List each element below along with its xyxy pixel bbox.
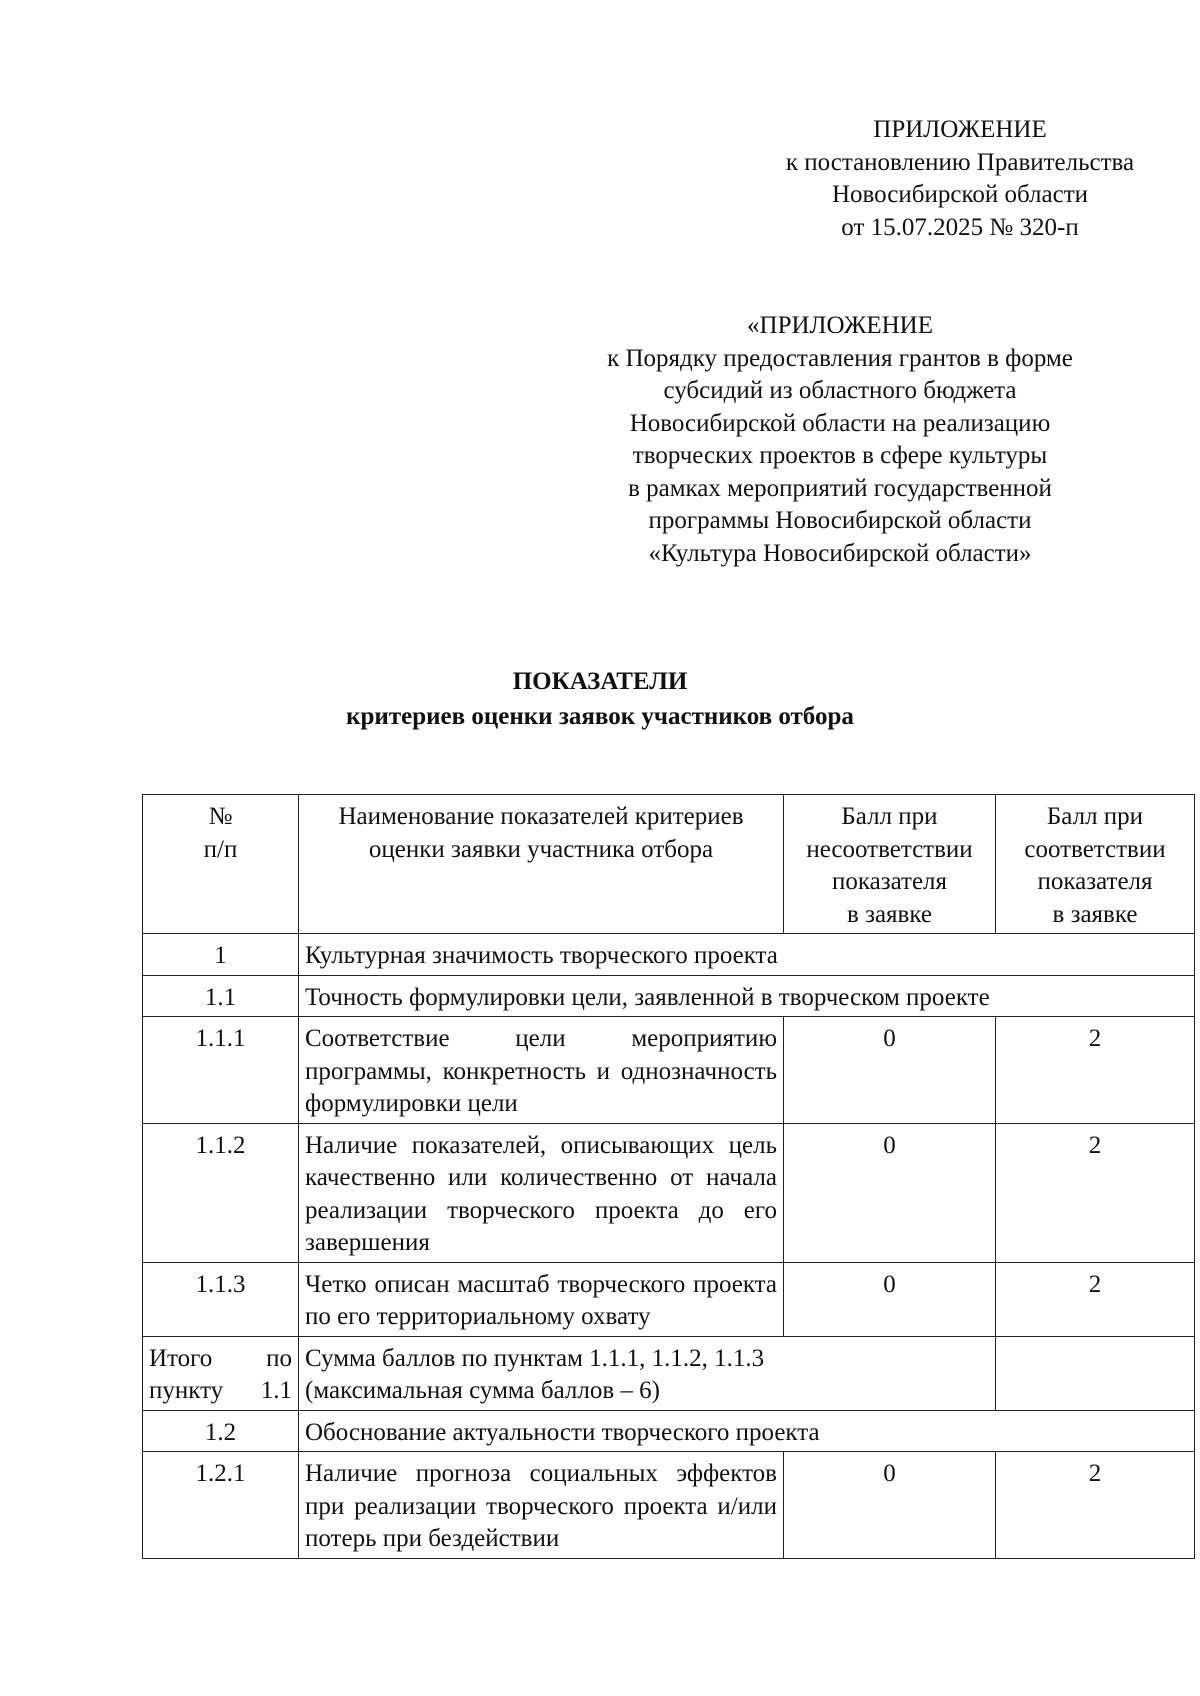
document-subtitle: критериев оценки заявок участников отбора <box>346 703 854 730</box>
row-score-match <box>996 1336 1195 1410</box>
header-num: № п/п <box>143 795 299 934</box>
header-score-match: Балл при соответствии показателя в заявке <box>996 795 1195 934</box>
row-num: Итого по пункту 1.1 <box>143 1336 299 1410</box>
row-num: 1.1.3 <box>143 1262 299 1336</box>
row-num: 1 <box>143 934 299 976</box>
row-score-match: 2 <box>996 1123 1195 1262</box>
row-name: Культурная значимость творческого проекта <box>299 934 1195 976</box>
appendix-inner-title: «ПРИЛОЖЕНИЕ <box>747 312 933 339</box>
row-name: Сумма баллов по пунктам 1.1.1, 1.1.2, 1.1.3 (максимальная сумма баллов – 6) <box>299 1336 996 1410</box>
row-score-match: 2 <box>996 1262 1195 1336</box>
appendix-inner-line: субсидий из областного бюджета <box>663 377 1017 404</box>
row-name: Наличие показателей, описывающих цель качественно или количественно от начала реализации творческого проекта до его завершения <box>299 1123 784 1262</box>
row-score-mismatch: 0 <box>784 1262 996 1336</box>
appendix-inner-line: творческих проектов в сфере культуры <box>632 442 1048 469</box>
table-row <box>143 1123 1195 1262</box>
appendix-header <box>700 114 1200 244</box>
header-name: Наименование показателей критериев оценки заявки участника отбора <box>299 795 784 934</box>
row-score-match: 2 <box>996 1017 1195 1124</box>
table-row <box>143 1017 1195 1124</box>
table-row <box>143 1452 1195 1559</box>
row-score-match: 2 <box>996 1452 1195 1559</box>
row-name: Точность формулировки цели, заявленной в творческом проекте <box>299 975 1195 1017</box>
row-num: 1.2 <box>143 1410 299 1452</box>
row-num: 1.1.1 <box>143 1017 299 1124</box>
row-score-mismatch: 0 <box>784 1452 996 1559</box>
document-title: ПОКАЗАТЕЛИ <box>512 668 688 695</box>
row-name: Обоснование актуальности творческого проекта <box>299 1410 1195 1452</box>
row-num: 1.1.2 <box>143 1123 299 1262</box>
table-row <box>143 1410 1195 1452</box>
header-score-mismatch: Балл при несоответствии показателя в заявке <box>784 795 996 934</box>
table-row <box>143 975 1195 1017</box>
row-name: Соответствие цели мероприятию программы, конкретность и однозначность формулировки цели <box>299 1017 784 1124</box>
appendix-line: Новосибирской области <box>831 181 1089 208</box>
document-title-block <box>0 664 1200 734</box>
row-score-mismatch: 0 <box>784 1123 996 1262</box>
table-row-total <box>143 1336 1195 1410</box>
row-num: 1.1 <box>143 975 299 1017</box>
table-row <box>143 1262 1195 1336</box>
table-row <box>143 934 1195 976</box>
appendix-inner-line: в рамках мероприятий государственной <box>628 474 1052 502</box>
appendix-title: ПРИЛОЖЕНИЕ <box>873 116 1047 143</box>
appendix-inner-line: «Культура Новосибирской области» <box>648 539 1032 567</box>
appendix-inner-line: программы Новосибирской области <box>648 507 1032 534</box>
appendix-line: к постановлению Правительства <box>785 148 1135 176</box>
row-num: 1.2.1 <box>143 1452 299 1559</box>
row-name: Четко описан масштаб творческого проекта по его территориальному охвату <box>299 1262 784 1336</box>
appendix-inner-line: к Порядку предоставления грантов в форме <box>607 344 1073 372</box>
appendix-date-number: от 15.07.2025 № 320-п <box>841 213 1079 241</box>
row-name: Наличие прогноза социальных эффектов при реализации творческого проекта и/или потерь при бездействии <box>299 1452 784 1559</box>
row-score-mismatch: 0 <box>784 1017 996 1124</box>
criteria-table <box>142 794 1195 1559</box>
appendix-inner-line: Новосибирской области на реализацию <box>629 409 1051 437</box>
appendix-inner-header <box>545 310 1135 570</box>
table-header-row <box>143 795 1195 934</box>
